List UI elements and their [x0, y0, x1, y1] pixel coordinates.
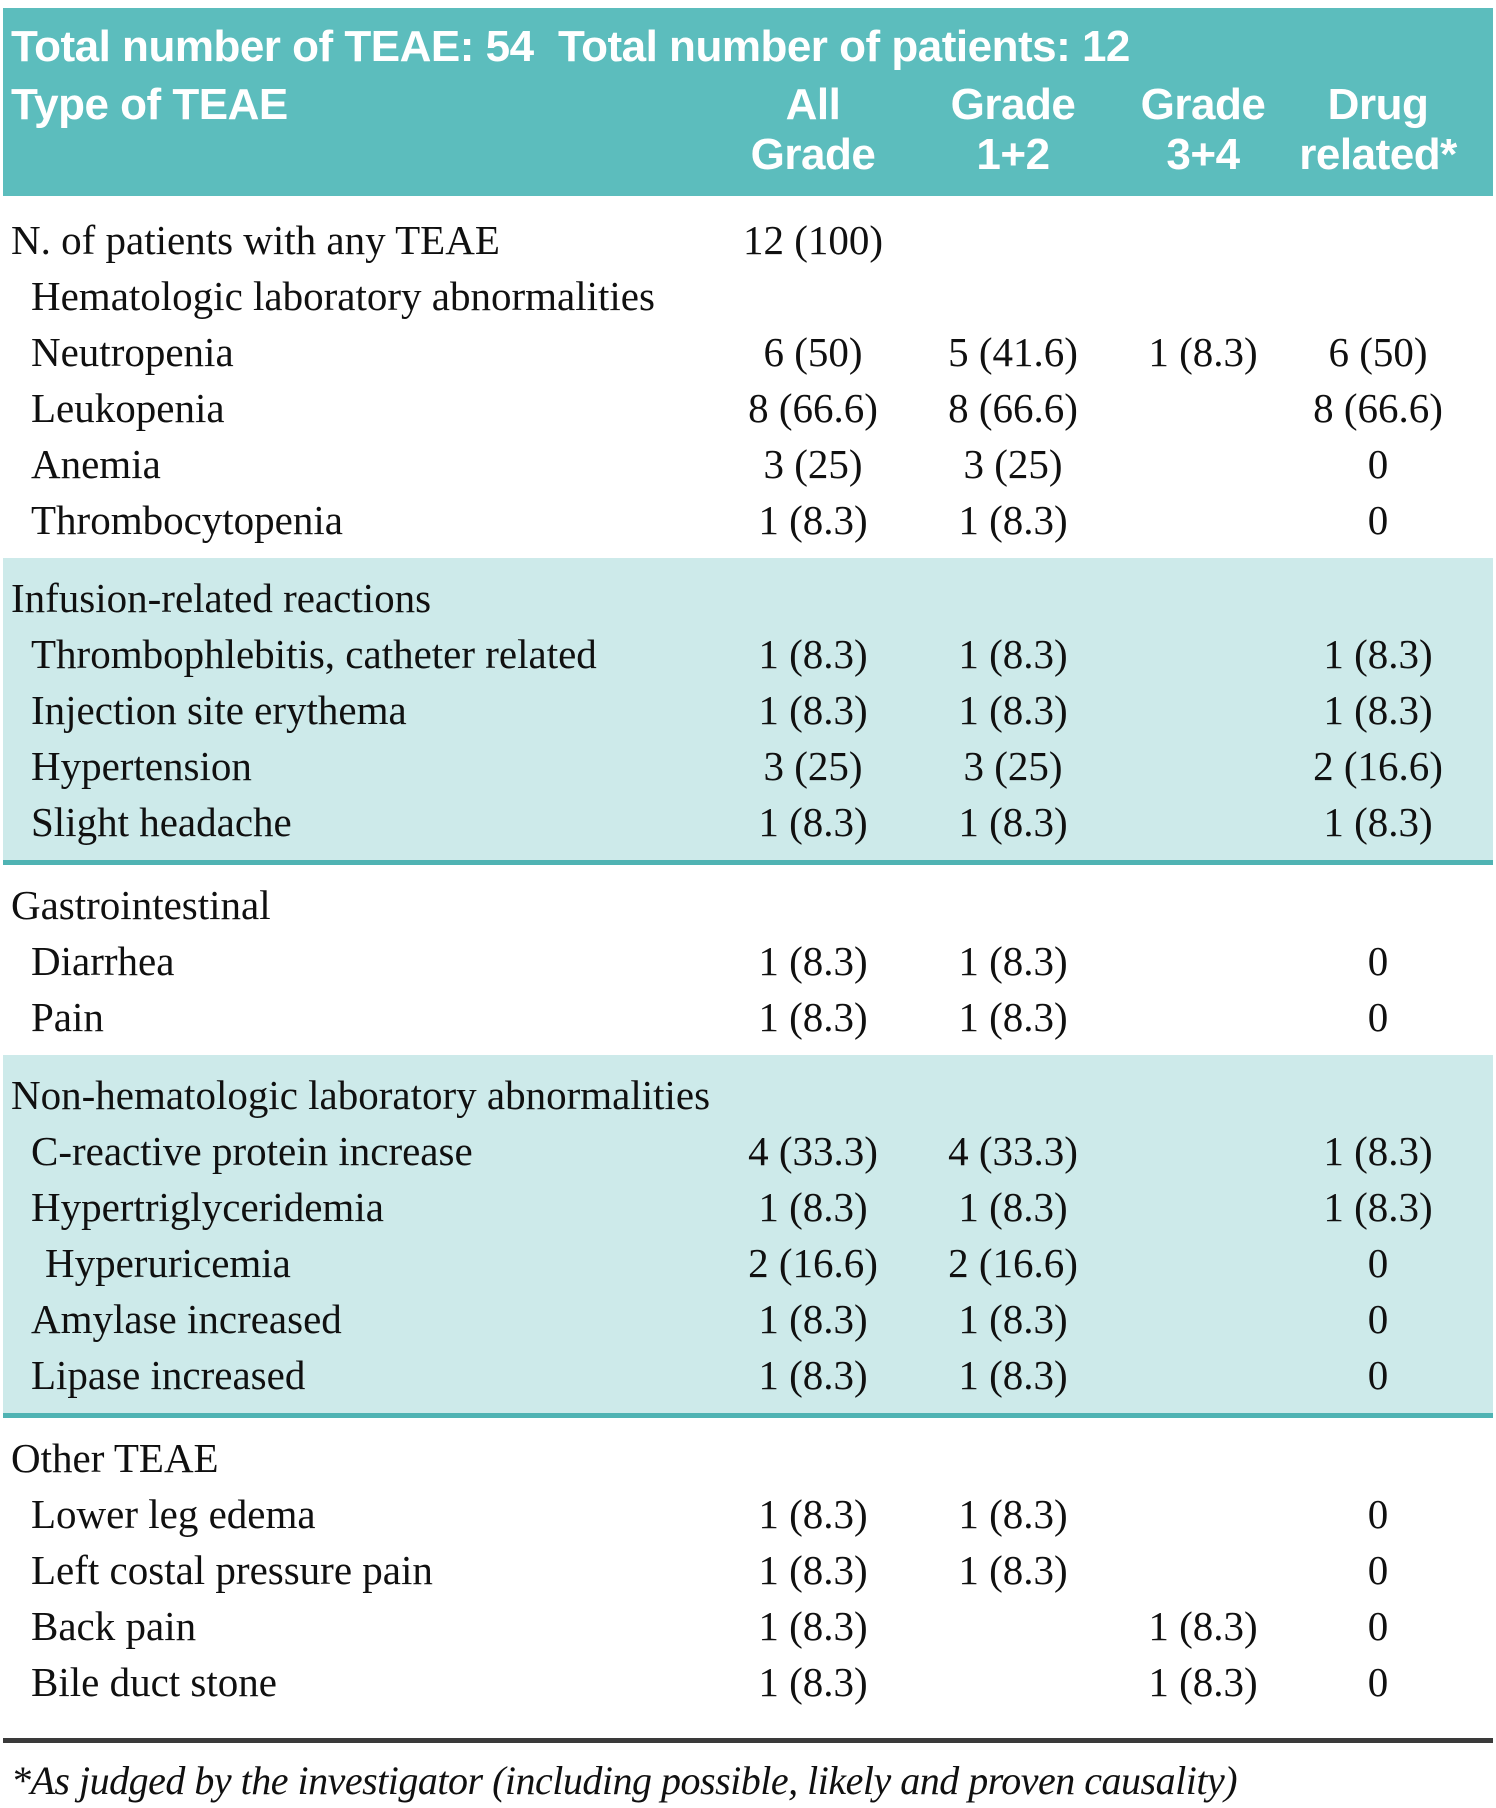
cell-grade-3-4: 1 (8.3)	[1148, 1603, 1258, 1649]
column-all-grade-line1: All	[785, 80, 841, 129]
column-grade-3-4-line2: 3+4	[1166, 130, 1240, 179]
cell-drug-related: 8 (66.6)	[1313, 385, 1443, 431]
table-row	[3, 1179, 1493, 1235]
cell-drug-related: 1 (8.3)	[1323, 1128, 1433, 1174]
table-row	[3, 1430, 1493, 1486]
row-label: Leukopenia	[31, 385, 225, 431]
cell-all-grade: 1 (8.3)	[758, 938, 868, 984]
column-grade-3-4-line1: Grade	[1140, 80, 1266, 129]
cell-all-grade: 1 (8.3)	[758, 1659, 868, 1705]
total-patients: Total number of patients: 12	[558, 22, 1130, 71]
column-all-grade-line2: Grade	[750, 130, 876, 179]
column-all-grade	[713, 80, 913, 180]
cell-drug-related: 1 (8.3)	[1323, 687, 1433, 733]
cell-drug-related: 0	[1367, 1491, 1389, 1537]
cell-drug-related: 0	[1367, 994, 1389, 1040]
table-row	[3, 380, 1493, 436]
row-label: Pain	[31, 994, 104, 1040]
cell-grade-1-2: 3 (25)	[963, 743, 1063, 789]
column-grade-3-4	[1113, 80, 1293, 180]
table-header	[3, 8, 1493, 196]
cell-grade-1-2: 3 (25)	[963, 441, 1063, 487]
cell-drug-related: 2 (16.6)	[1313, 743, 1443, 789]
column-headers	[3, 80, 1493, 180]
cell-drug-related: 1 (8.3)	[1323, 631, 1433, 677]
cell-grade-1-2: 1 (8.3)	[958, 631, 1068, 677]
teae-table	[3, 8, 1493, 1805]
table-row	[3, 212, 1493, 268]
cell-drug-related: 0	[1367, 497, 1389, 543]
cell-drug-related: 0	[1367, 1296, 1389, 1342]
cell-all-grade: 6 (50)	[763, 329, 863, 375]
row-label: Hyperuricemia	[45, 1240, 291, 1286]
cell-all-grade: 2 (16.6)	[748, 1240, 878, 1286]
cell-grade-1-2: 1 (8.3)	[958, 497, 1068, 543]
table-row	[3, 1654, 1493, 1710]
cell-drug-related: 0	[1367, 1547, 1389, 1593]
cell-drug-related: 0	[1367, 441, 1389, 487]
row-label: Anemia	[31, 441, 161, 487]
cell-all-grade: 1 (8.3)	[758, 687, 868, 733]
row-label: Thrombophlebitis, catheter related	[31, 631, 597, 677]
cell-all-grade: 4 (33.3)	[748, 1128, 878, 1174]
table-row	[3, 492, 1493, 548]
table-row	[3, 1598, 1493, 1654]
cell-all-grade: 1 (8.3)	[758, 994, 868, 1040]
cell-grade-1-2: 4 (33.3)	[948, 1128, 1078, 1174]
cell-all-grade: 1 (8.3)	[758, 631, 868, 677]
cell-grade-1-2: 1 (8.3)	[958, 1184, 1068, 1230]
cell-grade-1-2: 1 (8.3)	[958, 938, 1068, 984]
table-row	[3, 1347, 1493, 1403]
cell-grade-1-2: 1 (8.3)	[958, 1547, 1068, 1593]
row-label: Diarrhea	[31, 938, 175, 984]
row-label: N. of patients with any TEAE	[11, 217, 500, 263]
table-section	[3, 558, 1493, 865]
table-row	[3, 268, 1493, 324]
row-label: Bile duct stone	[31, 1659, 277, 1705]
table-row	[3, 1123, 1493, 1179]
cell-drug-related: 0	[1367, 938, 1389, 984]
row-label: Hematologic laboratory abnormalities	[31, 273, 655, 319]
table-row	[3, 989, 1493, 1045]
cell-grade-1-2: 2 (16.6)	[948, 1240, 1078, 1286]
row-label: Lipase increased	[31, 1352, 306, 1398]
table-row	[3, 1067, 1493, 1123]
row-label: Hypertriglyceridemia	[31, 1184, 384, 1230]
table-row	[3, 1291, 1493, 1347]
row-label: Amylase increased	[31, 1296, 342, 1342]
cell-drug-related: 6 (50)	[1328, 329, 1428, 375]
table-row	[3, 877, 1493, 933]
table-section	[3, 1418, 1493, 1720]
table-row	[3, 1235, 1493, 1291]
cell-grade-3-4: 1 (8.3)	[1148, 329, 1258, 375]
table-row	[3, 682, 1493, 738]
row-label: Left costal pressure pain	[31, 1547, 433, 1593]
cell-grade-1-2: 1 (8.3)	[958, 799, 1068, 845]
cell-all-grade: 1 (8.3)	[758, 1603, 868, 1649]
table-row	[3, 1486, 1493, 1542]
table-section	[3, 196, 1493, 558]
cell-grade-1-2: 8 (66.6)	[948, 385, 1078, 431]
cell-grade-1-2: 5 (41.6)	[948, 329, 1078, 375]
row-label: Infusion-related reactions	[11, 575, 432, 621]
cell-drug-related: 0	[1367, 1352, 1389, 1398]
cell-all-grade: 1 (8.3)	[758, 497, 868, 543]
table-row	[3, 436, 1493, 492]
table-row	[3, 324, 1493, 380]
cell-all-grade: 1 (8.3)	[758, 1184, 868, 1230]
cell-drug-related: 0	[1367, 1659, 1389, 1705]
cell-drug-related: 1 (8.3)	[1323, 799, 1433, 845]
row-label: Gastrointestinal	[11, 882, 271, 928]
column-drug-related-line2: related*	[1299, 130, 1457, 179]
cell-drug-related: 0	[1367, 1240, 1389, 1286]
cell-all-grade: 1 (8.3)	[758, 1352, 868, 1398]
table-section	[3, 1055, 1493, 1418]
cell-all-grade: 3 (25)	[763, 441, 863, 487]
row-label: Slight headache	[31, 799, 292, 845]
column-drug-related-line1: Drug	[1327, 80, 1429, 129]
column-grade-1-2-line2: 1+2	[976, 130, 1050, 179]
table-section	[3, 865, 1493, 1055]
table-row	[3, 794, 1493, 850]
cell-drug-related: 0	[1367, 1603, 1389, 1649]
cell-grade-1-2: 1 (8.3)	[958, 994, 1068, 1040]
table-row	[3, 570, 1493, 626]
cell-all-grade: 1 (8.3)	[758, 799, 868, 845]
table-row	[3, 738, 1493, 794]
cell-drug-related: 1 (8.3)	[1323, 1184, 1433, 1230]
row-label: Other TEAE	[11, 1435, 219, 1481]
totals-line	[3, 22, 1493, 72]
cell-all-grade: 1 (8.3)	[758, 1491, 868, 1537]
total-teae: Total number of TEAE: 54	[11, 22, 534, 71]
row-label: Neutropenia	[31, 329, 234, 375]
row-label: C-reactive protein increase	[31, 1128, 473, 1174]
row-label: Non-hematologic laboratory abnormalities	[11, 1072, 711, 1118]
cell-grade-3-4: 1 (8.3)	[1148, 1659, 1258, 1705]
cell-all-grade: 8 (66.6)	[748, 385, 878, 431]
cell-grade-1-2: 1 (8.3)	[958, 1296, 1068, 1342]
column-grade-1-2-line1: Grade	[950, 80, 1076, 129]
table-body	[3, 196, 1493, 1720]
row-label: Hypertension	[31, 743, 252, 789]
row-label: Back pain	[31, 1603, 197, 1649]
cell-grade-1-2: 1 (8.3)	[958, 1491, 1068, 1537]
cell-grade-1-2: 1 (8.3)	[958, 1352, 1068, 1398]
column-drug-related	[1293, 80, 1463, 180]
column-type-of-teae: Type of TEAE	[11, 80, 288, 129]
cell-all-grade: 3 (25)	[763, 743, 863, 789]
cell-all-grade: 1 (8.3)	[758, 1547, 868, 1593]
column-grade-1-2	[913, 80, 1113, 180]
footnote: *As judged by the investigator (including possible, likely and proven causality)	[11, 1758, 1238, 1803]
cell-all-grade: 1 (8.3)	[758, 1296, 868, 1342]
row-label: Injection site erythema	[31, 687, 407, 733]
row-label: Thrombocytopenia	[31, 497, 343, 543]
table-row	[3, 1542, 1493, 1598]
row-label: Lower leg edema	[31, 1491, 316, 1537]
footnote-divider	[3, 1738, 1493, 1743]
table-row	[3, 626, 1493, 682]
cell-all-grade: 12 (100)	[742, 217, 884, 263]
cell-grade-1-2: 1 (8.3)	[958, 687, 1068, 733]
table-row	[3, 933, 1493, 989]
